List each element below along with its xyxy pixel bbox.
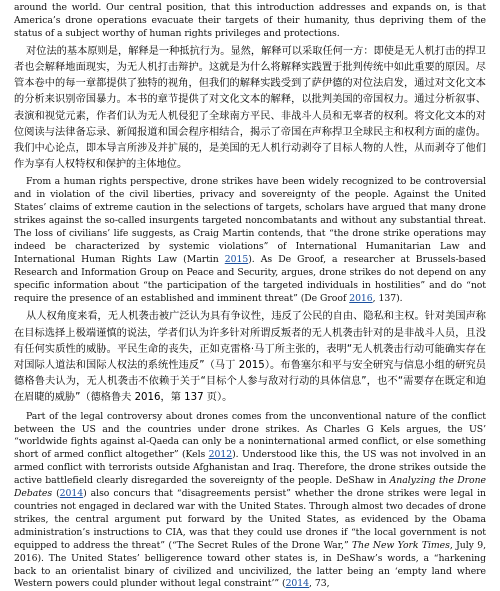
newspaper-title: The New York Times: [352, 539, 450, 551]
text-segment: , 137).: [372, 292, 403, 304]
citation-link-kels-2012[interactable]: 2012: [208, 449, 233, 461]
citation-link-martin-2015[interactable]: 2015: [224, 253, 249, 265]
citation-link-deshaw-2014[interactable]: 2014: [59, 488, 84, 500]
text-segment: , 73,: [309, 578, 330, 590]
citation-link-deshaw-2014-b[interactable]: 2014: [285, 578, 310, 590]
paragraph-human-rights: [14, 176, 486, 305]
text-segment: ) also concurs that “disagreements persist” whether the drone strikes were legal in countries not engaged in declared war with the United States. Through almost two decades of drone strikes, the central argument put forward by the United States, as evidenced by the Obama administration’s instructions to CIA, was that they could use drones if “the local government is not equipped to address the threat” (“The Secret Rules of the Drone War,”: [14, 488, 486, 551]
book-title: Analyzing the Drone Debates: [14, 475, 486, 500]
paragraph-zh-human-rights: 从人权角度来看，无人机袭击被广泛认为具有争议性，违反了公民的自由、隐私和主权。针对美国声称在目标选择上极端谨慎的说法，学者们认为许多针对所谓反叛者的无人机袭击针对的是非战斗人员，且没有任何实质性的威胁。平民生命的丧失，正如克雷格·马丁所主张的，表明“无人机袭击行动可能确实存在对国际人道法和国际人权法的系统性违反”（马丁 2015）。布鲁塞尔和平与安全研究与信息小组的研究员德格鲁夫认为，无人机袭击不依赖于关于“目标个人参与敌对行动的具体信息”，也不“需要存在既定和迫在眉睫的威胁”（德格鲁夫 2016，第 137 页）。: [14, 311, 486, 404]
text-segment: ). Understood like this, the US was not involved in an armed conflict with terrorists outside Afghanistan and Iraq. Therefore, the drone strikes outside the active battlefield clearly disregarded the sovereignty of the people. DeShaw in: [14, 449, 486, 487]
text-segment: Part of the legal controversy about drones comes from the unconventional nature of the conflict between the US and the countries under drone strikes. As Charles G Kels argues, the US’ “worldwide fights against al-Qaeda can only be a noninternational armed conflict, or else something short of armed conflict altogether” (Kels: [14, 410, 486, 461]
paragraph-zh-contrapuntal: 对位法的基本原则是，解释是一种抵抗行为。显然，解释可以采取任何一方：即使是无人机打击的捍卫者也会解释地面现实，为无人机打击辩护。这就是为什么将解释实践置于批判传统中如此重要的原因。尽管本卷中的每一章都提供了独特的视角，但我们的解释实践受到了萨伊德的对位法启发，通过对文化文本的分析来识别帝国暴力。本书的章节提供了对文化文本的解释，以批判美国的帝国权力。通过分析叙事、表演和视觉元素，作者们认为无人机侵犯了全球南方平民、非战斗人员和无辜者的权利。将文化文本的对位阅读与法律备忘录、新闻报道和国会程序相结合，揭示了帝国在声称捍卫全球民主和权利方面的虚伪。我们中心论点，即本导言所涉及并扩展的，是美国的无人机行动剥夺了目标人物的人性，从而剥夺了他们作为享有人权特权和保护的主体地位。: [14, 45, 486, 171]
text-segment: ). As De Groof, a researcher at Brussels-based Research and Information Group on Peace and Security, argues, drone strikes do not depend on any specific information about “the participation of the targeted individuals in hostilities” and do “not require the presence of an established and imminent threat” (De Groof: [14, 253, 487, 304]
text-segment: From a human rights perspective, drone strikes have been widely recognized to be controversial and in violation of the civil liberties, privacy and sovereignty of the people. Against the United States’ claims of extreme caution in the selections of targets, scholars have argued that many drone strikes against the so-called insurgents targeted noncombatants and without any substantial threat. The loss of civilians’ life suggests, as Craig Martin contends, that “the drone strike operations may indeed be characterized by systemic violations” of International Humanitarian Law and International Human Rights Law (Martin: [14, 176, 486, 265]
text-segment: , July 9, 2016). The United States’ belligerence toward other states is, in DeShaw’s words, a “harkening back to an orientalist binary of civilized and uncivilized, the latter being an ‘empty land where Western powers could plunder without legal constraint’” (: [14, 539, 486, 590]
text-segment: (: [52, 488, 60, 500]
citation-link-degroof-2016[interactable]: 2016: [349, 292, 373, 304]
paragraph-intro-tail: around the world. Our central position, that this introduction addresses and expands on, is that America’s drone operations evacuate their targets of their humanity, thus depriving them of the status of a subject worthy of human rights privileges and protections.: [14, 2, 486, 39]
